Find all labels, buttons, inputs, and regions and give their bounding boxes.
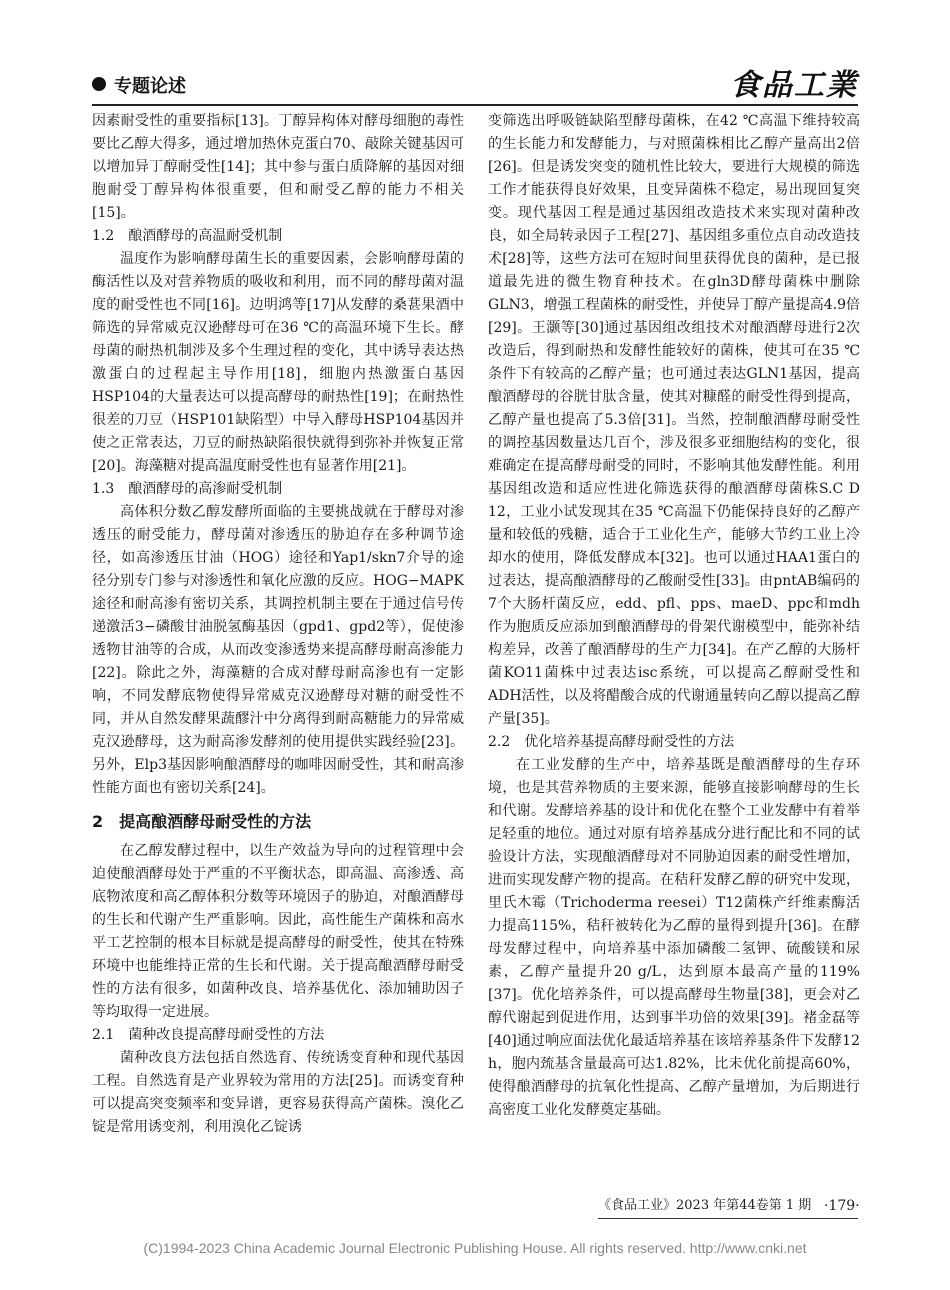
paragraph: 温度作为影响酵母菌生长的重要因素，会影响酵母菌的酶活性以及对营养物质的吸收和利用，而不同的酵母菌对温度的耐受性也不同[16]。边明鸿等[17]从发酵的桑葚果酒中筛选的异常威克汉逊酵母可在36 ℃的高温环境下生长。酵母菌的耐热机制涉及多个生理过程的变化，其中诱导表达热激蛋白的过程起主导作用[18]，细胞内热激蛋白基因HSP104的大量表达可以提高酵母的耐热性[19]；在耐热性很差的刀豆（HSP101缺陷型）中导入酵母HSP104基因并使之正常表达，刀豆的耐热缺陷很快就得到弥补并恢复正常[20]。海藻糖对提高温度耐受性也有显著作用[21]。 <box>92 251 464 474</box>
footer-divider <box>598 1218 858 1219</box>
bullet-icon <box>92 77 106 91</box>
subheading-1-3: 1.3 酿酒酵母的高渗耐受机制 <box>92 481 283 497</box>
journal-citation: 《食品工业》2023 年第44卷第 1 期 <box>598 1198 812 1213</box>
section-label: 专题论述 <box>114 76 186 97</box>
page-header <box>92 60 858 102</box>
paragraph: 因素耐受性的重要指标[13]。丁醇异构体对酵母细胞的毒性要比乙醇大得多，通过增加热休克蛋白70、敲除关键基因可以增加异丁醇耐受性[14]；其中参与蛋白质降解的基因对细胞耐受丁醇异构体很重要，但和耐受乙醇的能力不相关[15]。 <box>92 113 464 221</box>
journal-logo: 食品工業 <box>730 68 858 103</box>
header-divider <box>92 104 858 106</box>
subheading-2-2: 2.2 优化培养基提高酵母耐受性的方法 <box>488 734 735 750</box>
left-column <box>92 110 464 1139</box>
paragraph: 在乙醇发酵过程中，以生产效益为导向的过程管理中会迫使酿酒酵母处于严重的不平衡状态，即高温、高渗透、高底物浓度和高乙醇体积分数等环境因子的胁迫，对酿酒酵母的生长和代谢产生严重影响。因此，高性能生产菌株和高水平工艺控制的根本目标就是提高酵母的耐受性，使其在特殊环境中也能维持正常的生长和代谢。关于提高酿酒酵母耐受性的方法有很多，如菌种改良、培养基优化、添加辅助因子等均取得一定进展。 <box>92 843 464 1020</box>
paragraph: 在工业发酵的生产中，培养基既是酿酒酵母的生存环境，也是其营养物质的主要来源，能够直接影响酵母的生长和代谢。发酵培养基的设计和优化在整个工业发酵中有着举足轻重的地位。通过对原有培养基成分进行配比和不同的试验设计方法，实现酿酒酵母对不同胁迫因素的耐受性增加，进而实现发酵产物的提高。在秸秆发酵乙醇的研究中发现，里氏木霉（Trichoderma reesei）T12菌株产纤维素酶活力提高115%，秸秆被转化为乙醇的量得到提升[36]。在酵母发酵过程中，向培养基中添加磷酸二氢钾、硫酸镁和尿素，乙醇产量提升20 g/L，达到原本最高产量的119%[37]。优化培养条件，可以提高酵母生物量[38]，更会对乙醇代谢起到促进作用，达到事半功倍的效果[39]。褚金磊等[40]通过响应面法优化最适培养基在该培养基条件下发酵12 h，胞内巯基含量最高可达1.82%，比未优化前提高60%，使得酿酒酵母的抗氧化性提高、乙醇产量增加，为后期进行高密度工业化发酵奠定基础。 <box>488 757 860 1118</box>
paragraph: 菌种改良方法包括自然选育、传统诱变育种和现代基因工程。自然选育是产业界较为常用的方法[25]。而诱变育种可以提高突变频率和变异谱，更容易获得高产菌株。溴化乙锭是常用诱变剂，利用溴化乙锭诱 <box>92 1050 464 1135</box>
paragraph: 高体积分数乙醇发酵所面临的主要挑战就在于酵母对渗透压的耐受能力，酵母菌对渗透压的胁迫存在多种调节途径，如高渗透压甘油（HOG）途径和Yap1/skn7介导的途径分别专门参与对渗透性和氧化应激的反应。HOG−MAPK途径和耐高渗有密切关系，其调控机制主要在于通过信号传递激活3−磷酸甘油脱氢酶基因（gpd1、gpd2等），促使渗透物甘油等的合成，从而改变渗透势来提高酵母耐高渗能力[22]。除此之外，海藻糖的合成对酵母耐高渗也有一定影响，不同发酵底物使得异常威克汉逊酵母对糖的耐受性不同，并从自然发酵果蔬醪汁中分离得到耐高糖能力的异常威克汉逊酵母，这为耐高渗发酵剂的使用提供实践经验[23]。另外，Elp3基因影响酿酒酵母的咖啡因耐受性，其和耐高渗性能方面也有密切关系[24]。 <box>92 504 464 796</box>
copyright-line: (C)1994-2023 China Academic Journal Electronic Publishing House. All rights reserved. http://www.cnki.net <box>143 1240 807 1256</box>
heading-2: 2 提高酿酒酵母耐受性的方法 <box>92 812 312 831</box>
subheading-2-1: 2.1 菌种改良提高酵母耐受性的方法 <box>92 1027 325 1043</box>
right-column <box>488 110 860 1122</box>
page-number: ·179· <box>824 1198 860 1214</box>
subheading-1-2: 1.2 酿酒酵母的高温耐受机制 <box>92 228 283 244</box>
paragraph: 变筛选出呼吸链缺陷型酵母菌株，在42 ℃高温下维持较高的生长能力和发酵能力，与对照菌株相比乙醇产量高出2倍[26]。但是诱发突变的随机性比较大，要进行大规模的筛选工作才能获得良好效果，且变异菌株不稳定，易出现回复突变。现代基因工程是通过基因组改造技术来实现对菌种改良，如全局转录因子工程[27]、基因组多重位点自动改造技术[28]等，这些方法可在短时间里获得优良的菌种，是已报道最先进的微生物育种技术。在gln3D酵母菌株中删除GLN3，增强工程菌株的耐受性，并使异丁醇产量提高4.9倍[29]。王灏等[30]通过基因组改组技术对酿酒酵母进行2次改造后，得到耐热和发酵性能较好的菌株，使其可在35 ℃条件下有较高的乙醇产量；也可通过表达GLN1基因，提高酿酒酵母的谷胱甘肽含量，使其对糠醛的耐受性得到提高，乙醇产量也提高了5.3倍[31]。当然，控制酿酒酵母耐受性的调控基因数量达几百个，涉及很多亚细胞结构的变化，很难确定在提高酵母耐受的同时，不影响其他发酵性能。利用基因组改造和适应性进化筛选获得的酿酒酵母菌株S.C D 12，工业小试发现其在35 ℃高温下仍能保持良好的乙醇产量和较低的残糖，适合于工业化生产，能够大节约工业上冷却水的使用，降低发酵成本[32]。也可以通过HAA1蛋白的过表达，提高酿酒酵母的乙酸耐受性[33]。由pntAB编码的7个大肠杆菌反应，edd、pfl、pps、maeD、ppc和mdh作为胞质反应添加到酿酒酵母的骨架代谢模型中，能弥补结构差异，改善了酿酒酵母的生产力[34]。在产乙醇的大肠杆菌KO11菌株中过表达isc系统，可以提高乙醇耐受性和ADH活性，以及将醋酸合成的代谢通量转向乙醇以提高乙醇产量[35]。 <box>488 113 860 727</box>
